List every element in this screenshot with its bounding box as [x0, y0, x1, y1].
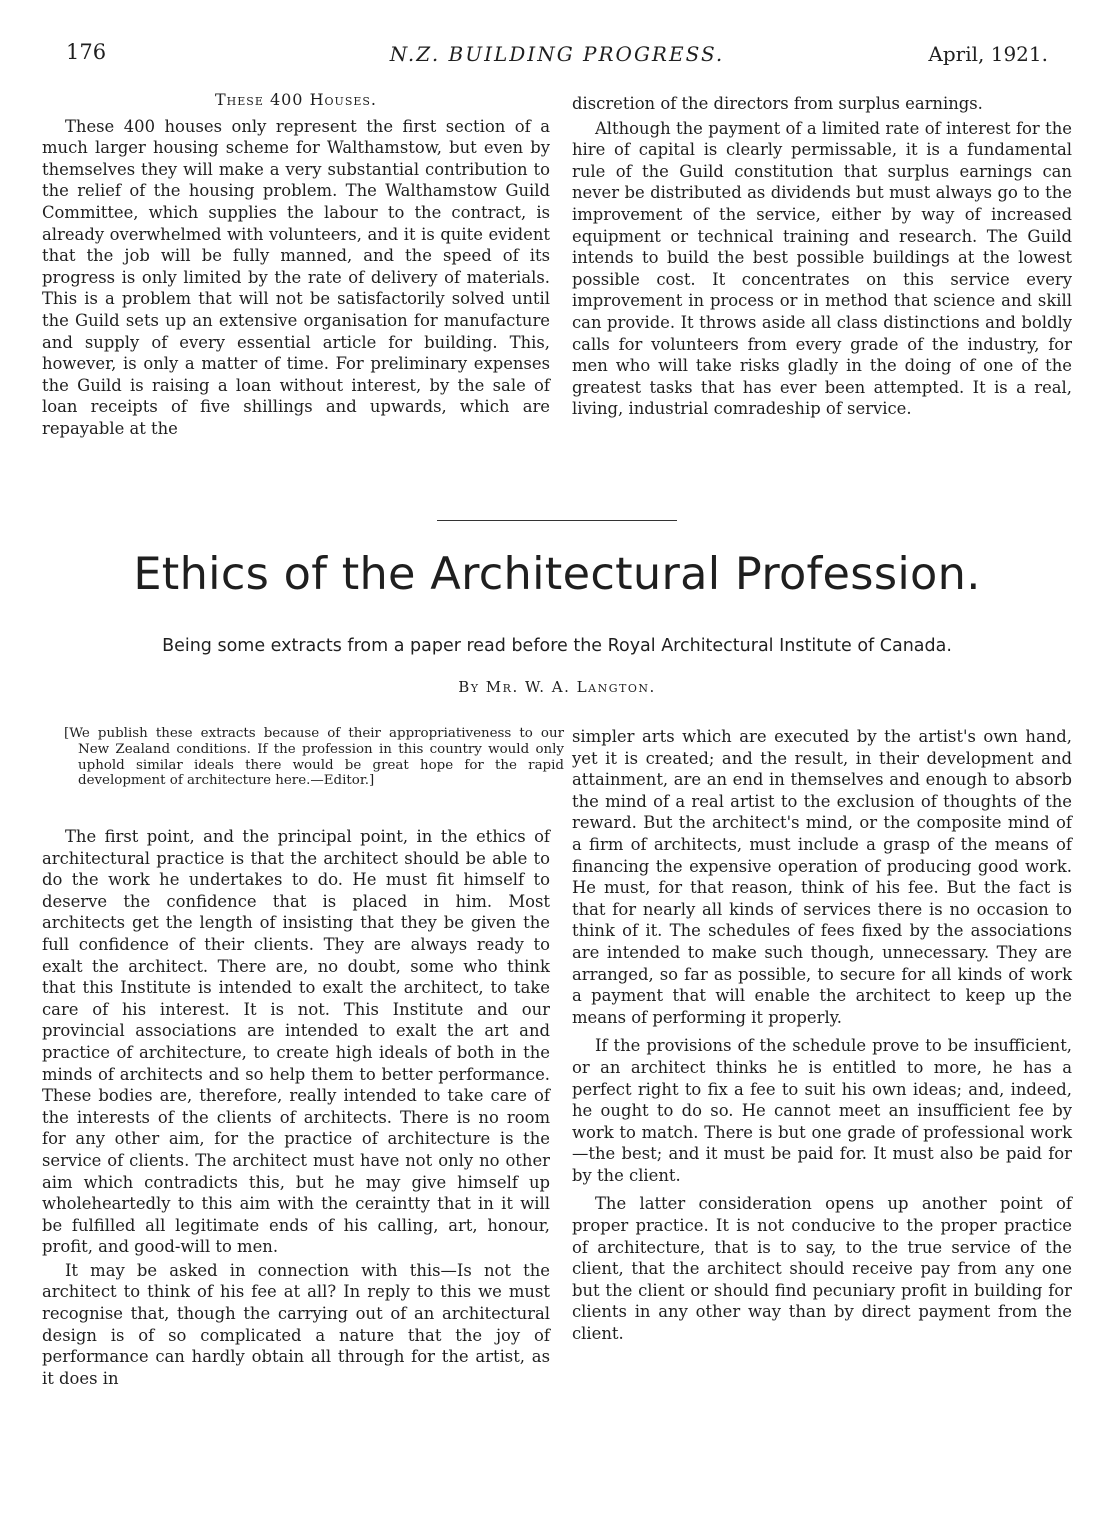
- page-header: [66, 40, 1048, 70]
- issue-date: April, 1921.: [928, 42, 1048, 66]
- paragraph: The latter consideration opens up another point of proper practice. It is not conducive to the proper practice of architecture, that is to say, to the true service of the client, that the architect should receive pay from any one but the client or should find pecuniary profit in building for clients in any other way than by direct payment from the client.: [572, 1194, 1072, 1344]
- journal-title: N.Z. BUILDING PROGRESS.: [389, 42, 725, 66]
- article-left-column: [42, 826, 550, 1389]
- paragraph: Although the payment of a limited rate of interest for the hire of capital is clearly permissable, it is a fundamental rule of the Guild constitution that surplus earnings can never be distributed as dividends but must always go to the improvement of the service, either by way of increased equipment or technical training and research. The Guild intends to build the best possible buildings at the lowest possible cost. It concentrates on this service every improvement in process or in method that science and skill can provide. It throws aside all class distinctions and boldly calls for volunteers from every grade of the industry, for men who will take risks gladly in the doing of one of the greatest tasks that has ever been attempted. It is a real, living, industrial comradeship of service.: [572, 118, 1072, 419]
- section-subheading: These 400 Houses.: [215, 90, 377, 109]
- page-number: 176: [66, 40, 107, 64]
- paragraph: These 400 houses only represent the first section of a much larger housing scheme for Walthamstow, but even by themselves they will make a very substantial contribution to the relief of the housing problem. The Walthamstow Guild Committee, which supplies the labour to the contract, is already overwhelmed with volunteers, and it is quite evident that the job will be fully manned, and the speed of its progress is only limited by the rate of delivery of materials. This is a problem that will not be satisfactorily solved until the Guild sets up an extensive organisation for manufacture and supply of every essential article for building. This, however, is only a matter of time. For preliminary expenses the Guild is raising a loan without interest, by the sale of loan receipts of five shillings and upwards, which are repayable at the: [42, 116, 550, 438]
- paragraph: simpler arts which are executed by the artist's own hand, yet it is created; and the result, in their development and attainment, are an end in themselves and enough to absorb the mind of a real artist to the exclusion of thoughts of the reward. But the architect's mind, or the composite mind of a firm of architects, must include a grasp of the means of financing the expensive operation of producing good work. He must, for that reason, think of his fee. But the fact is that for nearly all kinds of services there is no occasion to think of it. The schedules of fees fixed by the associations are intended to make such though, unnecessary. They are arranged, so far as possible, to secure for all kinds of work a payment that will enable the architect to keep up the means of performing it properly.: [572, 727, 1072, 1027]
- top-right-column: [572, 93, 1072, 420]
- paragraph: The first point, and the principal point, in the ethics of architectural practice is that the architect should be able to do the work he undertakes to do. He must fit himself to deserve the confidence that is placed in him. Most architects get the length of insisting that they be given the full confidence of their clients. They are always ready to exalt the architect. There are, no doubt, some who think that this Institute is intended to exalt the architect, to take care of his interest. It is not. This Institute and our provincial associations are intended to exalt the art and practice of architecture, to create high ideals of both in the minds of architects and so help them to better performance. These bodies are, therefore, really intended to take care of the interests of the clients of architects. There is no room for any other aim, for the practice of architecture is the service of clients. The architect must have not only no other aim which contradicts this, but he may give himself up wholeheartedly to this aim with the ceraintty that in it will be fulfilled all legitimate ends of his calling, art, honour, profit, and good-will to men.: [42, 827, 550, 1257]
- article-subtitle: Being some extracts from a paper read before the Royal Architectural Institute of Canada.: [162, 636, 952, 656]
- article-right-column: [572, 726, 1072, 1345]
- article-title: Ethics of the Architectural Profession.: [133, 548, 981, 600]
- paragraph: discretion of the directors from surplus earnings.: [572, 94, 983, 113]
- paragraph: It may be asked in connection with this—Is not the architect to think of his fee at all? In reply to this we must recognise that, though the carrying out of an architectural design is of so complicated a nature that the joy of performance can hardly obtain all through for the artist, as it does in: [42, 1260, 550, 1388]
- section-divider: [437, 520, 677, 521]
- top-left-column: [42, 89, 550, 440]
- article-byline: By Mr. W. A. Langton.: [458, 678, 656, 696]
- paragraph: If the provisions of the schedule prove to be insufficient, or an architect thinks he is entitled to more, he has a perfect right to fix a fee to suit his own ideas; and, indeed, he ought to do so. He cannot meet an insufficient fee by work to match. There is but one grade of professional work—the best; and it must be paid for. It must also be paid for by the client.: [572, 1036, 1072, 1185]
- editor-note: [We publish these extracts because of their appropriativeness to our New Zealand conditions. If the profession in this country would only uphold similar ideals there would be great hope for the rapid development of architecture here.—Editor.]: [64, 726, 564, 789]
